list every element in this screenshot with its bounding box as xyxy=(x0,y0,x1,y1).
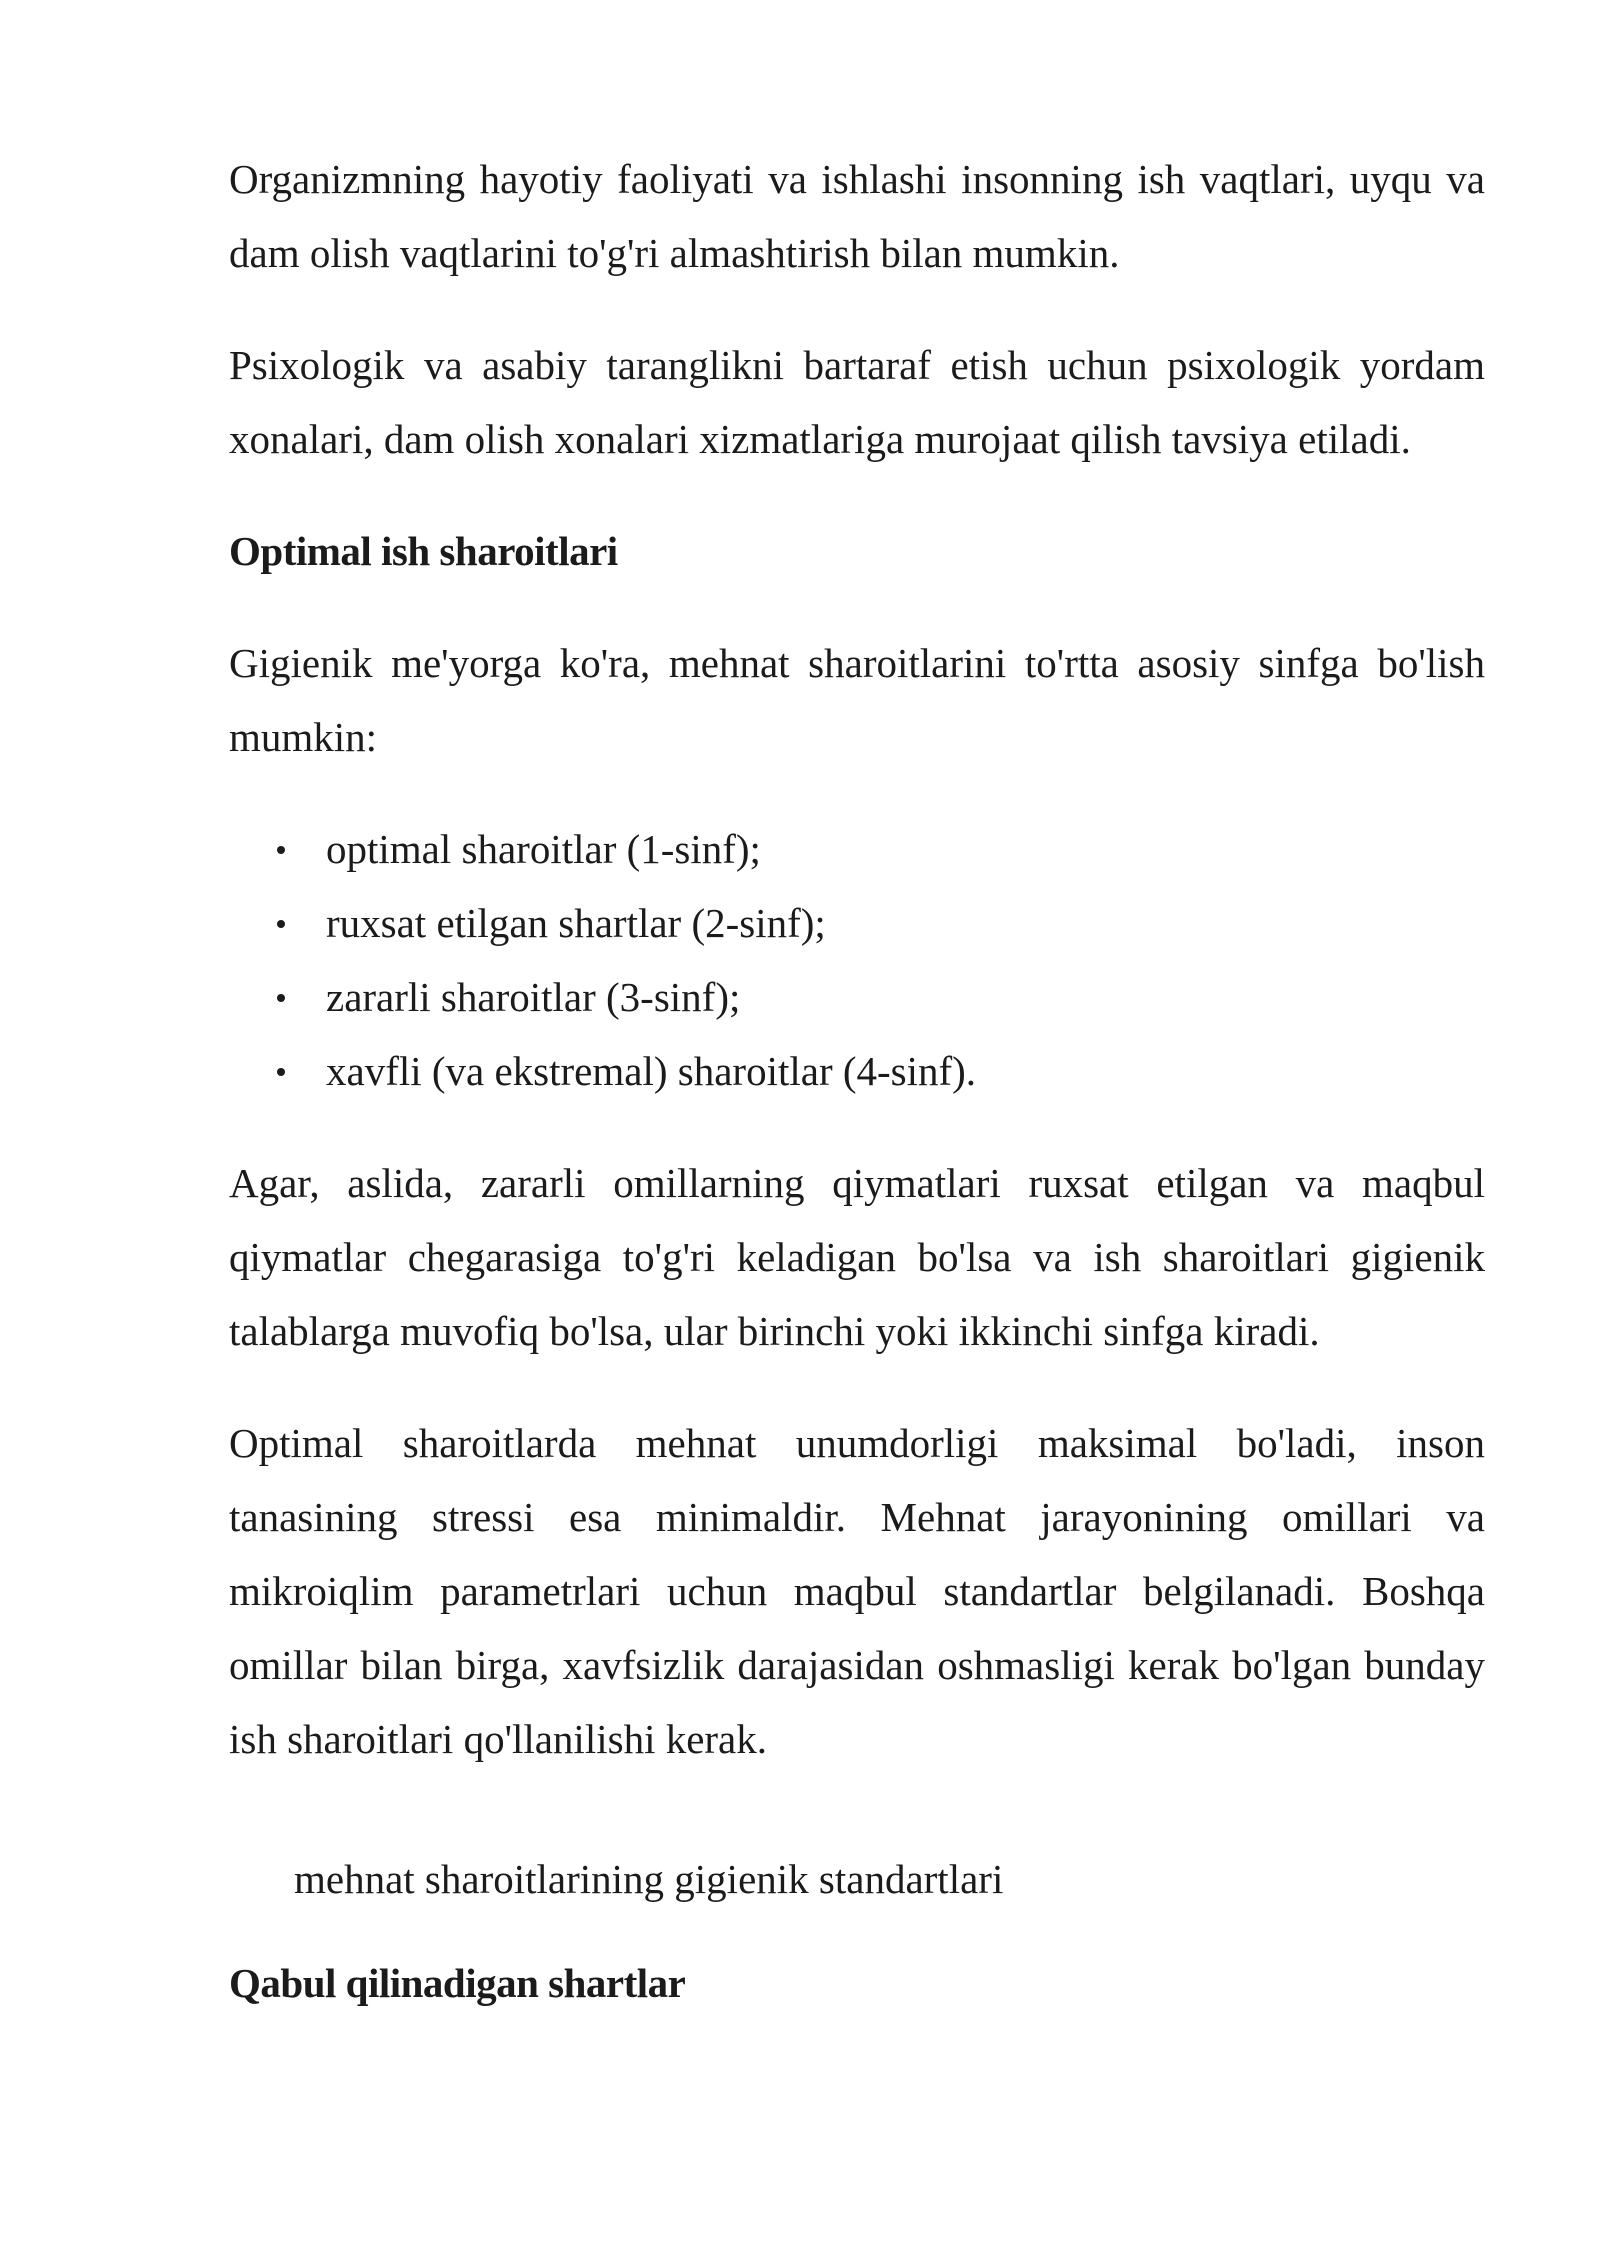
image-caption: mehnat sharoitlarining gigienik standartlari xyxy=(294,1856,1004,1902)
list-item-text: zararli sharoitlar (3-sinf); xyxy=(326,974,741,1020)
heading-optimal-conditions: Optimal ish sharoitlari xyxy=(229,528,618,574)
paragraph-classes-intro: Gigienik me'yorga ko'ra, mehnat sharoitlarini to'rtta asosiy sinfga bo'lish mumkin: xyxy=(229,640,1485,760)
paragraph-optimal-productivity: Optimal sharoitlarda mehnat unumdorligi maksimal bo'ladi, inson tanasining stressi esa minimaldir. Mehnat jarayonining omillari va mikroiqlim parametrlari uchun maqbul standartlar belgilanadi. Boshqa omillar bilan birga, xavfsizlik darajasidan oshmasligi kerak bo'lgan bunday ish sharoitlari qo'llanilishi kerak. xyxy=(229,1420,1485,1762)
paragraph-agar: Agar, aslida, zararli omillarning qiymatlari ruxsat etilgan va maqbul qiymatlar chegarasiga to'g'ri keladigan bo'lsa va ish sharoitlari gigienik talablarga muvofiq bo'lsa, ular birinchi yoki ikkinchi sinfga kiradi. xyxy=(229,1160,1485,1354)
bullet-icon xyxy=(277,994,285,1002)
paragraph-psychological-help: Psixologik va asabiy taranglikni bartaraf etish uchun psixologik yordam xonalari, dam olish xonalari xizmatlariga murojaat qilish tavsiya etiladi. xyxy=(229,342,1485,462)
list-item-class-4 xyxy=(229,1034,1485,1108)
list-item-class-2 xyxy=(229,886,1485,960)
document-body xyxy=(229,142,1485,2058)
heading-acceptable-conditions: Qabul qilinadigan shartlar xyxy=(229,1960,686,2006)
list-item-text: ruxsat etilgan shartlar (2-sinf); xyxy=(326,900,826,946)
list-item-class-3 xyxy=(229,960,1485,1034)
paragraph-work-rest: Organizmning hayotiy faoliyati va ishlashi insonning ish vaqtlari, uyqu va dam olish vaqtlarini to'g'ri almashtirish bilan mumkin. xyxy=(229,156,1485,276)
list-item-text: xavfli (va ekstremal) sharoitlar (4-sinf). xyxy=(326,1048,977,1094)
bullet-icon xyxy=(277,1068,285,1076)
bullet-icon xyxy=(277,846,285,854)
list-item-class-1 xyxy=(229,812,1485,886)
list-item-text: optimal sharoitlar (1-sinf); xyxy=(326,826,761,872)
conditions-class-list xyxy=(229,812,1485,1108)
bullet-icon xyxy=(277,920,285,928)
